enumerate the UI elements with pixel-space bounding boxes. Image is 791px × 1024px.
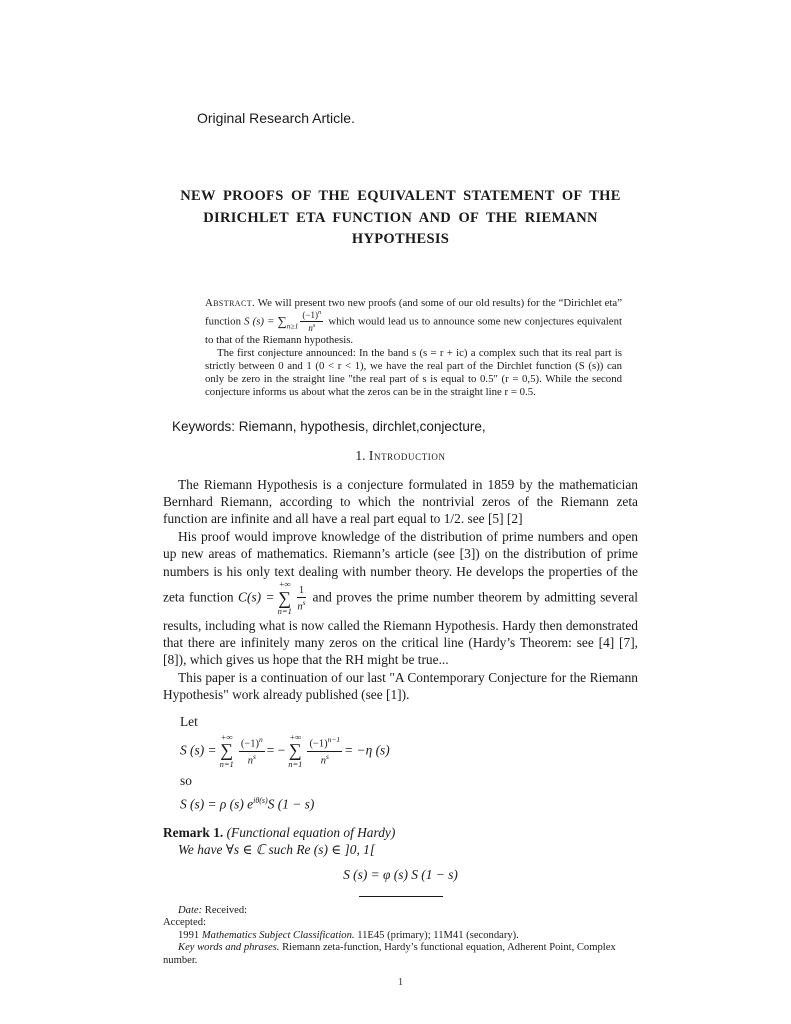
abstract bbox=[205, 297, 622, 400]
remark-heading bbox=[163, 824, 638, 841]
fraction-numerator-exponent: n bbox=[258, 734, 263, 744]
equation-lhs: S (s) = bbox=[180, 742, 217, 758]
eta-series-equation bbox=[180, 733, 638, 770]
msc-label: Mathematics Subject Classification. bbox=[201, 929, 355, 941]
fraction-numerator: (−1) bbox=[240, 738, 259, 750]
exponent: iθ(s) bbox=[253, 796, 268, 806]
fraction-numerator: (−1) bbox=[309, 738, 328, 750]
sum-lower-limit: n=1 bbox=[219, 758, 234, 769]
paper-title-line-2: DIRICHLET ETA FUNCTION AND OF THE RIEMANN bbox=[203, 209, 598, 226]
abstract-text-1a: We will present two new proofs (and some of our old results) for the “Dirichlet eta” function bbox=[205, 296, 622, 328]
functional-equation bbox=[180, 792, 638, 812]
sum-lower-limit: n=1 bbox=[277, 605, 292, 616]
footnote-date bbox=[163, 905, 638, 917]
footnote-rule bbox=[359, 896, 443, 897]
page-number: 1 bbox=[397, 976, 404, 989]
sum-symbol: ∑ bbox=[288, 740, 302, 761]
remark-block bbox=[163, 824, 638, 883]
equation-post: S (1 − s) bbox=[267, 796, 315, 812]
fraction-denominator: n bbox=[320, 755, 326, 766]
sum-lower-limit: n=1 bbox=[288, 758, 303, 769]
sum-symbol: ∑ bbox=[220, 740, 234, 761]
footnote-keywords bbox=[163, 942, 638, 967]
eta-sum-lhs: S (s) = bbox=[244, 315, 275, 328]
paper-title-line-1: NEW PROOFS OF THE EQUIVALENT STATEMENT OF THE bbox=[180, 188, 621, 204]
fraction bbox=[239, 736, 265, 766]
intro-paragraph-3: This paper is a continuation of our last "A Contemporary Conjecture for the Riemann Hypothesis" work already published (see [1]). bbox=[163, 669, 638, 703]
sum-upper-limit: +∞ bbox=[278, 579, 291, 590]
msc-year: 1991 bbox=[178, 929, 202, 941]
equation-rhs: = −η (s) bbox=[344, 742, 390, 758]
section-heading bbox=[163, 448, 638, 464]
hardy-equation: S (s) = φ (s) S (1 − s) bbox=[343, 866, 458, 882]
remark-label: Remark 1. bbox=[163, 824, 224, 840]
article-type-label: Original Research Article. bbox=[197, 110, 355, 126]
fraction-denominator: n bbox=[308, 323, 313, 334]
fraction-denominator-exponent: s bbox=[325, 751, 329, 761]
fraction-numerator-exponent: n bbox=[318, 308, 322, 316]
fraction-denominator: n bbox=[247, 755, 253, 766]
date-label: Date: bbox=[178, 905, 203, 916]
abstract-paragraph-1 bbox=[205, 297, 622, 347]
abstract-text-1b: which would lead us to announce some new conjectures equivalent to that of the Riemann hypothesis. bbox=[205, 315, 622, 346]
abstract-paragraph-2: The first conjecture announced: In the band s (s = r + ic) a complex such that its real part is strictly between 0 and 1 (0 < r < 1), we have the real part of the Dirchlet function (S (s)) can only be zero in the straight line "the real part of s is equal to 0.5" (r = 0,5). While the second conjecture informs us about what the zeros can be in the straight line r = 0.5. bbox=[205, 346, 622, 399]
sum-subscript: n≥1 bbox=[286, 321, 299, 331]
fraction bbox=[297, 585, 306, 613]
equation-pre: S (s) = ρ (s) e bbox=[180, 796, 254, 812]
equals-minus: = − bbox=[266, 742, 286, 758]
page-content bbox=[163, 0, 638, 988]
sum-with-limits bbox=[220, 733, 234, 770]
sum-upper-limit: +∞ bbox=[289, 731, 302, 742]
fraction-numerator: 1 bbox=[297, 585, 306, 598]
sum-symbol: ∑ bbox=[278, 587, 292, 608]
paper-title bbox=[163, 186, 638, 251]
kw-label: Key words and phrases. bbox=[178, 942, 280, 954]
intro-text-2b: and proves the prime number theorem by admitting several results, including what is now called the Riemann Hypothesis. Hardy then demonstrated that there are infinitely many zeros on the critical line (Hardy’s Theorem: see [4] [7], [8]), which gives us hope that the RH might be true... bbox=[163, 589, 638, 668]
msc-value: 11E45 (primary); 11M41 (secondary). bbox=[354, 929, 519, 941]
remark-body: We have ∀s ∈ ℂ such Re (s) ∈ ]0, 1[ bbox=[178, 842, 376, 858]
sum-symbol: ∑ bbox=[277, 313, 287, 329]
footnote-msc bbox=[163, 930, 638, 942]
intro-paragraph-2 bbox=[163, 528, 638, 669]
zeta-sum-lhs: C(s) = bbox=[238, 589, 275, 605]
footnote-accepted: Accepted: bbox=[163, 917, 206, 929]
fraction-denominator-exponent: s bbox=[302, 597, 306, 607]
fraction-numerator-exponent: n−1 bbox=[327, 734, 341, 744]
sum-upper-limit: +∞ bbox=[220, 731, 233, 742]
section-number: 1. bbox=[355, 447, 366, 463]
keywords-line: Keywords: Riemann, hypothesis, dirchlet,conjecture, bbox=[172, 418, 486, 434]
let-label: Let bbox=[180, 713, 198, 729]
footnotes bbox=[163, 905, 638, 967]
fraction bbox=[307, 736, 342, 766]
section-title: Introduction bbox=[368, 447, 446, 463]
kw-value: Riemann zeta-function, Hardy’s functional equation, Adherent Point, Complex number. bbox=[163, 942, 616, 966]
fraction bbox=[300, 310, 323, 334]
sum-with-limits bbox=[288, 733, 302, 770]
intro-text-2a: His proof would improve knowledge of the distribution of prime numbers and open up new areas of mathematics. Riemann’s article (see [3]) on the distribution of prime numbers is his only text dealing with number theory. He develops the properties of the zeta function bbox=[163, 528, 638, 605]
fraction-denominator: n bbox=[297, 601, 303, 613]
fraction-denominator-exponent: s bbox=[312, 322, 316, 330]
abstract-label: Abstract. bbox=[205, 296, 256, 309]
paper-title-line-3: HYPOTHESIS bbox=[351, 231, 450, 247]
fraction-denominator-exponent: s bbox=[252, 751, 256, 761]
fraction-numerator: (−1) bbox=[302, 309, 318, 320]
derivation-block bbox=[180, 713, 638, 813]
so-label: so bbox=[180, 773, 192, 789]
intro-paragraph-1: The Riemann Hypothesis is a conjecture formulated in 1859 by the mathematician Bernhard Riemann, according to which the nontrivial zeros of the Riemann zeta function are infinite and all have a real part equal to 1/2. see [5] [2] bbox=[163, 476, 638, 527]
sum-with-limits bbox=[278, 580, 292, 617]
date-value: Received: bbox=[202, 905, 248, 916]
remark-title: (Functional equation of Hardy) bbox=[223, 824, 396, 840]
